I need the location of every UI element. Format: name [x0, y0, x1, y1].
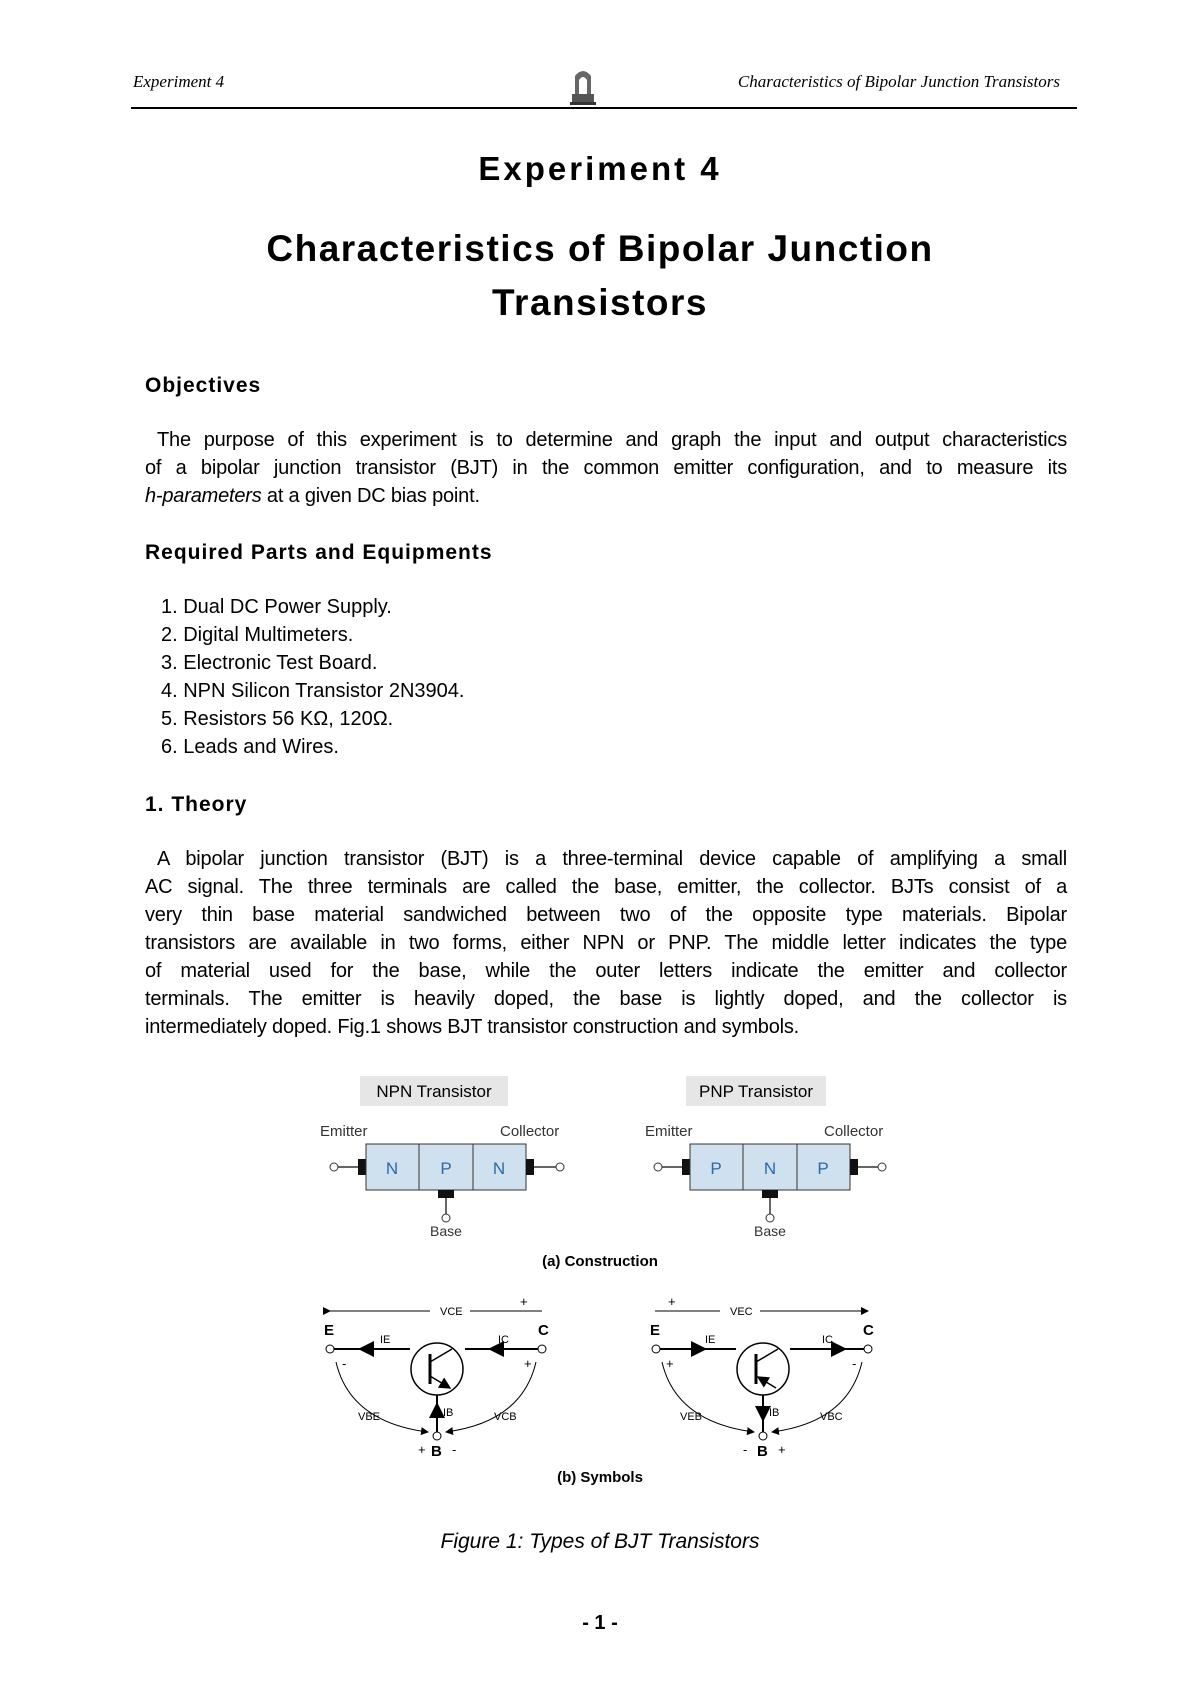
npn-emitter-terminal	[330, 1163, 338, 1171]
npn-vce-plus: +	[520, 1294, 528, 1309]
npn-collector-terminal	[556, 1163, 564, 1171]
experiment-number: Experiment 4	[478, 150, 722, 187]
page-title	[0, 222, 1200, 330]
pnp-b-label: B	[757, 1443, 768, 1460]
symbols-label: (b) Symbols	[557, 1469, 643, 1486]
list-item: 6. Leads and Wires.	[161, 736, 339, 758]
page-title-line-1: Characteristics of Bipolar Junction	[266, 228, 934, 269]
pnp-b-terminal	[759, 1432, 767, 1440]
npn-emitter-label: Emitter	[320, 1123, 368, 1140]
pnp-b-plus: +	[778, 1442, 786, 1457]
npn-e-terminal	[326, 1345, 334, 1353]
npn-vcb-label: VCB	[494, 1411, 517, 1423]
npn-ie-label: IE	[380, 1334, 391, 1346]
pnp-ib-label: IB	[769, 1407, 780, 1419]
npn-b-label: B	[431, 1443, 442, 1460]
theory-line: intermediately doped. Fig.1 shows BJT transistor construction and symbols.	[145, 1016, 800, 1038]
h-parameters-term: h-parameters	[145, 485, 262, 507]
pnp-b-minus: -	[743, 1442, 748, 1457]
pnp-transistor-circle	[737, 1343, 789, 1395]
npn-b-minus: -	[452, 1442, 457, 1457]
objectives-line-2: of a bipolar junction transistor (BJT) in the common emitter configuration, and to measure its	[145, 457, 1067, 479]
objectives-line-3-rest: at a given DC bias point.	[261, 485, 480, 507]
theory-line: terminals. The emitter is heavily doped, the base is lightly doped, and the collector is	[145, 988, 1067, 1010]
npn-ib-label: IB	[443, 1407, 454, 1419]
npn-base-terminal	[442, 1214, 450, 1222]
equipment-list	[161, 593, 464, 761]
pnp-layer-collector: P	[817, 1159, 829, 1178]
list-item: 3. Electronic Test Board.	[161, 652, 378, 674]
npn-symbol	[324, 1294, 549, 1460]
npn-b-plus: +	[418, 1442, 426, 1457]
objectives-line-1: The purpose of this experiment is to determine and graph the input and output characteristics	[157, 429, 1067, 451]
theory-heading: 1. Theory	[145, 793, 248, 816]
pnp-base-terminal	[766, 1214, 774, 1222]
npn-emitter-contact	[358, 1159, 366, 1175]
page-title-line-2: Transistors	[492, 282, 708, 323]
theory-line: very thin base material sandwiched between two of the opposite type materials. Bipolar	[145, 904, 1067, 926]
header-divider	[131, 107, 1077, 109]
theory-line: of material used for the base, while the outer letters indicate the emitter and collector	[145, 960, 1067, 982]
pnp-emitter-contact	[682, 1159, 690, 1175]
list-item: 2. Digital Multimeters.	[161, 624, 354, 646]
npn-base-contact	[438, 1190, 454, 1198]
pnp-e-plus: +	[666, 1356, 674, 1371]
construction-label: (a) Construction	[542, 1253, 658, 1270]
npn-ic-label: IC	[498, 1334, 509, 1346]
pnp-e-terminal	[652, 1345, 660, 1353]
pnp-vbc-label: VBC	[820, 1411, 843, 1423]
npn-e-minus: -	[342, 1356, 347, 1371]
pnp-collector-contact	[850, 1159, 858, 1175]
pnp-vec-plus: +	[668, 1294, 676, 1309]
npn-vbe-label: VBE	[358, 1411, 381, 1423]
pnp-emitter-terminal	[654, 1163, 662, 1171]
pnp-emitter-label: Emitter	[645, 1123, 693, 1140]
npn-e-label: E	[324, 1322, 335, 1339]
pnp-title: PNP Transistor	[698, 1082, 814, 1101]
pnp-base-contact	[762, 1190, 778, 1198]
pnp-collector-terminal	[878, 1163, 886, 1171]
npn-title: NPN Transistor	[376, 1082, 492, 1101]
npn-c-terminal	[538, 1345, 546, 1353]
university-logo	[566, 64, 600, 108]
npn-collector-label: Collector	[500, 1123, 560, 1140]
pnp-vec-label: VEC	[730, 1306, 753, 1318]
header-left-title: Experiment 4	[133, 72, 225, 91]
list-item: 5. Resistors 56 KΩ, 120Ω.	[161, 708, 394, 730]
theory-line: transistors are available in two forms, either NPN or PNP. The middle letter indicates the type	[145, 932, 1067, 954]
objectives-line-3	[145, 482, 1067, 510]
npn-c-plus: +	[524, 1356, 532, 1371]
npn-construction	[320, 1076, 564, 1239]
theory-paragraph	[145, 845, 1067, 1041]
pnp-e-label: E	[650, 1322, 661, 1339]
pnp-ic-label: IC	[822, 1334, 833, 1346]
list-item: 1. Dual DC Power Supply.	[161, 596, 392, 618]
pnp-veb-label: VEB	[680, 1411, 703, 1423]
pnp-layer-emitter: P	[710, 1159, 722, 1178]
pnp-layer-base: N	[763, 1159, 777, 1178]
npn-base-label: Base	[430, 1223, 462, 1239]
header-right-title: Characteristics of Bipolar Junction Transistors	[737, 72, 1060, 91]
npn-layer-base: P	[440, 1159, 452, 1178]
list-item: 4. NPN Silicon Transistor 2N3904.	[161, 680, 465, 702]
bjt-figure	[300, 1070, 900, 1510]
pnp-ie-label: IE	[705, 1334, 716, 1346]
npn-collector-contact	[526, 1159, 534, 1175]
pnp-c-terminal	[864, 1345, 872, 1353]
pnp-symbol	[650, 1294, 874, 1460]
npn-layer-collector: N	[492, 1159, 506, 1178]
npn-transistor-circle	[411, 1343, 463, 1395]
pnp-c-label: C	[863, 1322, 874, 1339]
pnp-c-minus: -	[852, 1356, 857, 1371]
pnp-base-label: Base	[754, 1223, 786, 1239]
pnp-collector-label: Collector	[824, 1123, 884, 1140]
objectives-paragraph	[145, 426, 1067, 510]
npn-vce-label: VCE	[440, 1306, 463, 1318]
equipment-heading: Required Parts and Equipments	[145, 541, 493, 564]
theory-line: AC signal. The three terminals are called the base, emitter, the collector. BJTs consist of a	[145, 876, 1067, 898]
npn-layer-emitter: N	[385, 1159, 399, 1178]
theory-line: A bipolar junction transistor (BJT) is a three-terminal device capable of amplifying a small	[157, 848, 1067, 870]
page-number: - 1 -	[582, 1612, 618, 1634]
objectives-heading: Objectives	[145, 374, 262, 397]
figure-caption: Figure 1: Types of BJT Transistors	[440, 1530, 760, 1553]
pnp-construction	[645, 1076, 886, 1239]
npn-b-terminal	[433, 1432, 441, 1440]
npn-c-label: C	[538, 1322, 549, 1339]
